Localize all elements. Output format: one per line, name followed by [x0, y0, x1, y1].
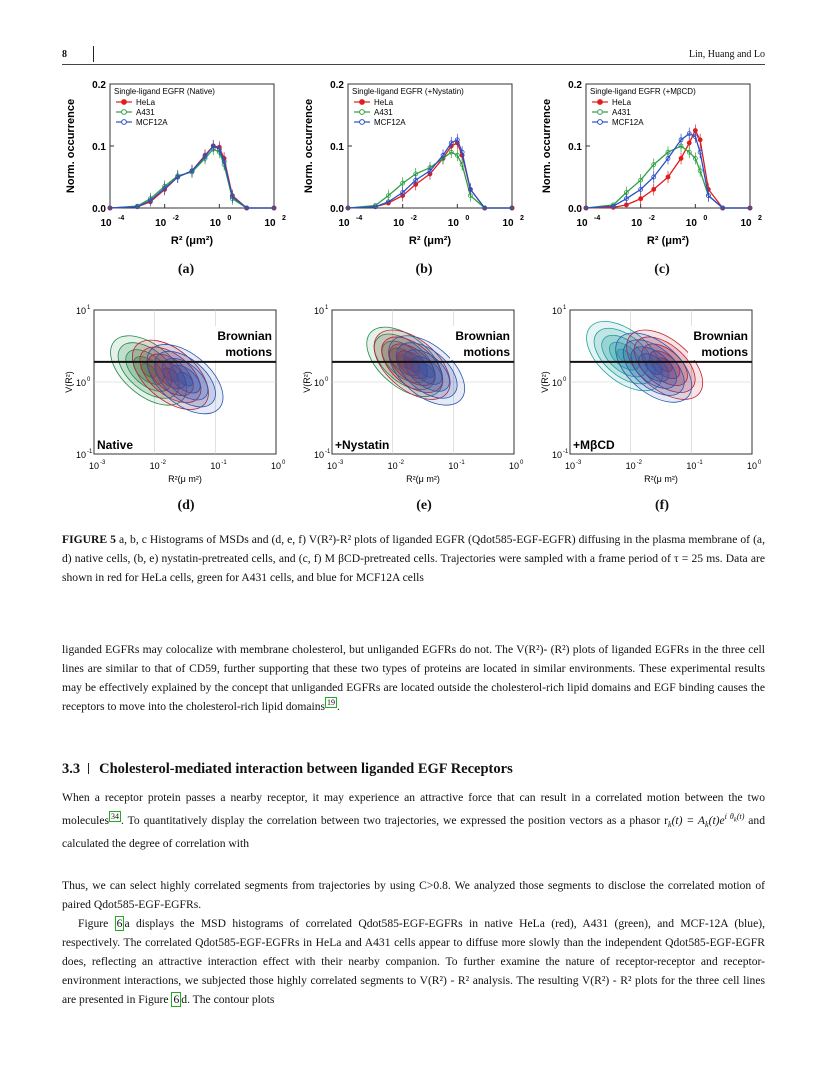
hist-panel-c [538, 72, 768, 262]
y-tick-label: 10 [551, 450, 562, 460]
x-tick-label: 10 [685, 218, 697, 229]
y-axis-label: Norm. occurrence [541, 98, 553, 194]
section-divider [88, 763, 89, 774]
legend-marker [360, 100, 365, 105]
y-tick-exponent: -1 [87, 449, 93, 455]
y-tick-label: 0.2 [330, 80, 344, 91]
legend-marker [598, 110, 603, 115]
x-tick-label: 10 [264, 218, 276, 229]
x-tick-label: 10 [631, 218, 643, 229]
y-axis-label: V(R²) [64, 371, 74, 393]
x-tick-exponent: -1 [459, 460, 465, 466]
y-tick-exponent: 0 [87, 377, 91, 383]
x-tick-exponent: 2 [282, 215, 286, 222]
x-tick-label: 10 [564, 461, 576, 471]
page-number: 8 [62, 49, 67, 60]
y-tick-label: 0.0 [92, 204, 106, 215]
y-tick-label: 0.1 [330, 142, 344, 153]
panel-label-c: (c) [654, 262, 670, 277]
contour-plot-e [300, 298, 536, 494]
x-tick-exponent: 0 [758, 460, 762, 466]
data-point [652, 187, 656, 191]
x-tick-exponent: -2 [410, 215, 417, 222]
y-axis-label: V(R²) [540, 371, 550, 393]
data-point [666, 175, 670, 179]
x-tick-exponent: 2 [758, 215, 762, 222]
x-tick-label: 10 [746, 461, 758, 471]
legend-label: MCF12A [136, 118, 168, 127]
legend-label: A431 [136, 108, 155, 117]
series-line-a431 [110, 149, 274, 208]
x-tick-exponent: -2 [398, 460, 405, 466]
section-heading [62, 761, 765, 778]
x-tick-exponent: -4 [356, 215, 363, 222]
paragraph-4 [62, 914, 765, 1009]
running-title: Lin, Huang and Lo [688, 49, 765, 60]
x-tick-exponent: 0 [520, 460, 524, 466]
figure-link[interactable]: 6 [173, 993, 180, 1006]
x-tick-label: 10 [393, 218, 405, 229]
legend-title: Single-ligand EGFR (+MβCD) [590, 87, 696, 96]
y-tick-label: 10 [313, 378, 324, 388]
y-tick-exponent: -1 [563, 449, 569, 455]
paragraph-1 [62, 640, 765, 716]
header-divider [93, 46, 94, 62]
hist-plot-b [300, 72, 530, 262]
x-tick-label: 10 [209, 218, 221, 229]
page-header [62, 46, 765, 65]
hist-panel-a [62, 72, 292, 262]
panel-label-a: (a) [177, 262, 195, 277]
paragraph-2-formula: (t) = A [671, 813, 706, 827]
paragraph-2: When a receptor protein passes a nearby receptor, it may experience an attractive force that can result in a correlated motion between the two molecules $^{34}$ . To quantitatively display the correlation between two trajectories, we expressed the position vectors as a phasor $r_k(t) = A_k(t)e^{i \theta_k(t)}$ and calculated the degree of correlation with [62, 791, 766, 851]
x-tick-exponent: -2 [172, 215, 179, 222]
paragraph-2-text: When a receptor protein passes a nearby receptor, it may experience an attractive force that can result in a correlated motion between the two molecules [62, 791, 765, 827]
y-axis-label: Norm. occurrence [65, 98, 77, 194]
x-tick-exponent: -3 [576, 460, 582, 466]
x-tick-label: 10 [270, 461, 282, 471]
data-point [639, 197, 643, 201]
data-point [698, 138, 702, 142]
reference-link[interactable]: 19 [327, 698, 336, 708]
x-axis-label: R² (μm²) [646, 235, 690, 247]
x-tick-exponent: 0 [282, 460, 286, 466]
y-tick-exponent: 1 [325, 305, 329, 311]
section-number: 3.3 [62, 761, 81, 777]
y-tick-exponent: 0 [325, 377, 329, 383]
brownian-label: motions [701, 345, 748, 359]
x-tick-label: 10 [576, 218, 588, 229]
paragraph-1-end: . [337, 700, 340, 713]
x-tick-label: 10 [338, 218, 350, 229]
paragraph-1-text: liganded EGFRs may colocalize with membrane cholesterol, but unliganded EGFRs do not. The V(R²)- (R²) plots of liganded EGFRs in the three cell lines are similar to that of CD59, further supporting that these two types of proteins are located in similar environments. These experimental results may be effectively explained by the concept that unliganded EGFRs are located outside the cholesterol-rich lipid domains and EGF binding causes the receptors to move into the cholesterol-rich lipid domains [62, 643, 765, 713]
y-tick-exponent: -1 [325, 449, 331, 455]
plot-frame [110, 84, 274, 208]
x-tick-exponent: -4 [118, 215, 125, 222]
y-axis-label: V(R²) [302, 371, 312, 393]
x-tick-label: 10 [502, 218, 514, 229]
y-tick-label: 10 [75, 378, 86, 388]
x-tick-exponent: 0 [703, 215, 708, 222]
reference-link[interactable]: 34 [111, 812, 120, 821]
brownian-label: motions [463, 345, 510, 359]
y-tick-label: 10 [313, 306, 324, 316]
x-tick-exponent: -3 [338, 460, 344, 466]
legend-marker [122, 110, 127, 115]
y-tick-label: 0.1 [92, 142, 106, 153]
y-tick-label: 0.1 [568, 142, 582, 153]
x-tick-label: 10 [88, 461, 100, 471]
section-title: Cholesterol-mediated interaction between liganded EGF Receptors [99, 761, 513, 777]
legend-label: MCF12A [374, 118, 406, 127]
y-tick-label: 0.2 [92, 80, 106, 91]
y-tick-label: 10 [313, 450, 324, 460]
hist-panel-b [300, 72, 530, 262]
paragraph-3-text: Thus, we can select highly correlated segments from trajectories by using C>0.8. We analyzed those segments to disclose the correlated motion of paired Qdot585-EGF-EGFRs. [62, 879, 765, 911]
y-tick-label: 10 [551, 378, 562, 388]
contour-panel-e [300, 298, 536, 494]
brownian-label: Brownian [455, 329, 510, 343]
x-tick-exponent: -2 [160, 460, 167, 466]
hist-plot-a [62, 72, 292, 262]
legend-marker [360, 110, 365, 115]
legend-label: MCF12A [612, 118, 644, 127]
x-tick-label: 10 [387, 461, 398, 471]
y-tick-label: 0.0 [330, 204, 344, 215]
condition-label: +MβCD [573, 438, 615, 452]
x-axis-label: R² (μm²) [170, 235, 214, 247]
legend-marker [360, 120, 365, 125]
legend-marker [598, 120, 603, 125]
y-tick-label: 10 [75, 306, 86, 316]
x-tick-exponent: -2 [636, 460, 643, 466]
x-tick-label: 10 [448, 461, 459, 471]
contour-panel-d [62, 298, 298, 494]
contour-plot-d [62, 298, 298, 494]
panel-label-b: (b) [415, 262, 433, 277]
x-tick-exponent: -2 [648, 215, 655, 222]
x-tick-exponent: -1 [221, 460, 227, 466]
brownian-label: Brownian [693, 329, 748, 343]
x-tick-label: 10 [740, 218, 752, 229]
x-tick-exponent: -4 [594, 215, 601, 222]
legend-label: HeLa [612, 98, 632, 107]
series-line-hela [586, 131, 750, 209]
x-axis-label: R²(μ m²) [644, 474, 678, 484]
y-axis-label: Norm. occurrence [303, 98, 315, 194]
x-axis-label: R²(μ m²) [168, 474, 202, 484]
legend-title: Single-ligand EGFR (Native) [114, 87, 215, 96]
brownian-label: motions [225, 345, 272, 359]
brownian-label: Brownian [217, 329, 272, 343]
panel-label-f: (f) [655, 498, 669, 513]
legend-label: A431 [612, 108, 631, 117]
y-tick-exponent: 1 [87, 305, 91, 311]
panel-label-d: (d) [177, 498, 195, 513]
panel-label-e: (e) [416, 498, 432, 513]
x-tick-label: 10 [149, 461, 160, 471]
x-tick-exponent: -1 [697, 460, 703, 466]
y-tick-exponent: 1 [563, 305, 567, 311]
paragraph-4-text: Figure [78, 917, 115, 930]
paragraph-4-text-c: d. The contour plots [181, 993, 275, 1006]
condition-label: Native [97, 438, 134, 452]
y-tick-label: 10 [75, 450, 86, 460]
paragraph-2-formula-b: (t)e [708, 813, 725, 827]
x-tick-label: 10 [447, 218, 459, 229]
contour-plot-f [538, 298, 774, 494]
hist-plot-c [538, 72, 768, 262]
x-tick-label: 10 [210, 461, 221, 471]
condition-label: +Nystatin [335, 438, 390, 452]
legend-title: Single-ligand EGFR (+Nystatin) [352, 87, 464, 96]
x-axis-label: R² (μm²) [408, 235, 452, 247]
paragraph-3 [62, 876, 765, 914]
paragraph-2-text-b: . To quantitatively display the correlation between two trajectories, we expressed the position vectors as a phasor r [121, 813, 668, 827]
legend-label: HeLa [374, 98, 394, 107]
legend-label: HeLa [136, 98, 156, 107]
data-point [687, 141, 691, 145]
x-tick-label: 10 [625, 461, 636, 471]
data-point [679, 156, 683, 160]
legend-marker [122, 120, 127, 125]
x-axis-label: R²(μ m²) [406, 474, 440, 484]
legend-label: A431 [374, 108, 393, 117]
y-tick-label: 0.2 [568, 80, 582, 91]
caption-text: a, b, c Histograms of MSDs and (d, e, f) V(R²)-R² plots of liganded EGFR (Qdot585-EGF-EGFR) diffusing in the plasma membrane of (a, d) native cells, (b, e) nystatin-pretreated cells, and (c, f) M βCD-pretreated cells. Trajectories were sampled with a frame period of τ = 25 ms. Data are shown in red for HeLa cells, green for A431 cells, and blue for MCF12A cells [62, 533, 765, 584]
x-tick-label: 10 [508, 461, 520, 471]
series-line-a431 [348, 152, 512, 208]
y-tick-exponent: 0 [563, 377, 567, 383]
figure-link[interactable]: 6 [116, 917, 123, 930]
plot-frame [348, 84, 512, 208]
series-line-mcf12a [586, 134, 750, 208]
contour-panel-f [538, 298, 774, 494]
x-tick-exponent: 0 [465, 215, 470, 222]
caption-label: FIGURE 5 [62, 533, 116, 546]
paragraph-4-text-b: a displays the MSD histograms of correlated Qdot585-EGF-EGFRs in native HeLa (red), A431 (green), and MCF-12A (blue), respectively. The correlated Qdot585-EGF-EGFRs in HeLa and A431 cells appear to diffuse more slowly than the independent Qdot585-EGF-EGFR does, reflecting an attractive interaction effect with their nearby companion. To further examine the nature of receptor-receptor and receptor-environment interactions, we subjected those highly correlated segments to V(R²) - R² analysis. The resulting V(R²) - R² plots for the three cell lines are presented in Figure [62, 917, 765, 1006]
legend-marker [122, 100, 127, 105]
y-tick-label: 0.0 [568, 204, 582, 215]
x-tick-exponent: -3 [100, 460, 106, 466]
legend-marker [598, 100, 603, 105]
figure-caption [62, 530, 765, 587]
plot-frame [586, 84, 750, 208]
x-tick-exponent: 0 [227, 215, 232, 222]
x-tick-label: 10 [100, 218, 112, 229]
x-tick-label: 10 [326, 461, 338, 471]
y-tick-label: 10 [551, 306, 562, 316]
x-tick-exponent: 2 [520, 215, 524, 222]
paragraph-2-text-e: and calculated the degree of correlation with [62, 813, 766, 851]
x-tick-label: 10 [686, 461, 697, 471]
x-tick-label: 10 [155, 218, 167, 229]
